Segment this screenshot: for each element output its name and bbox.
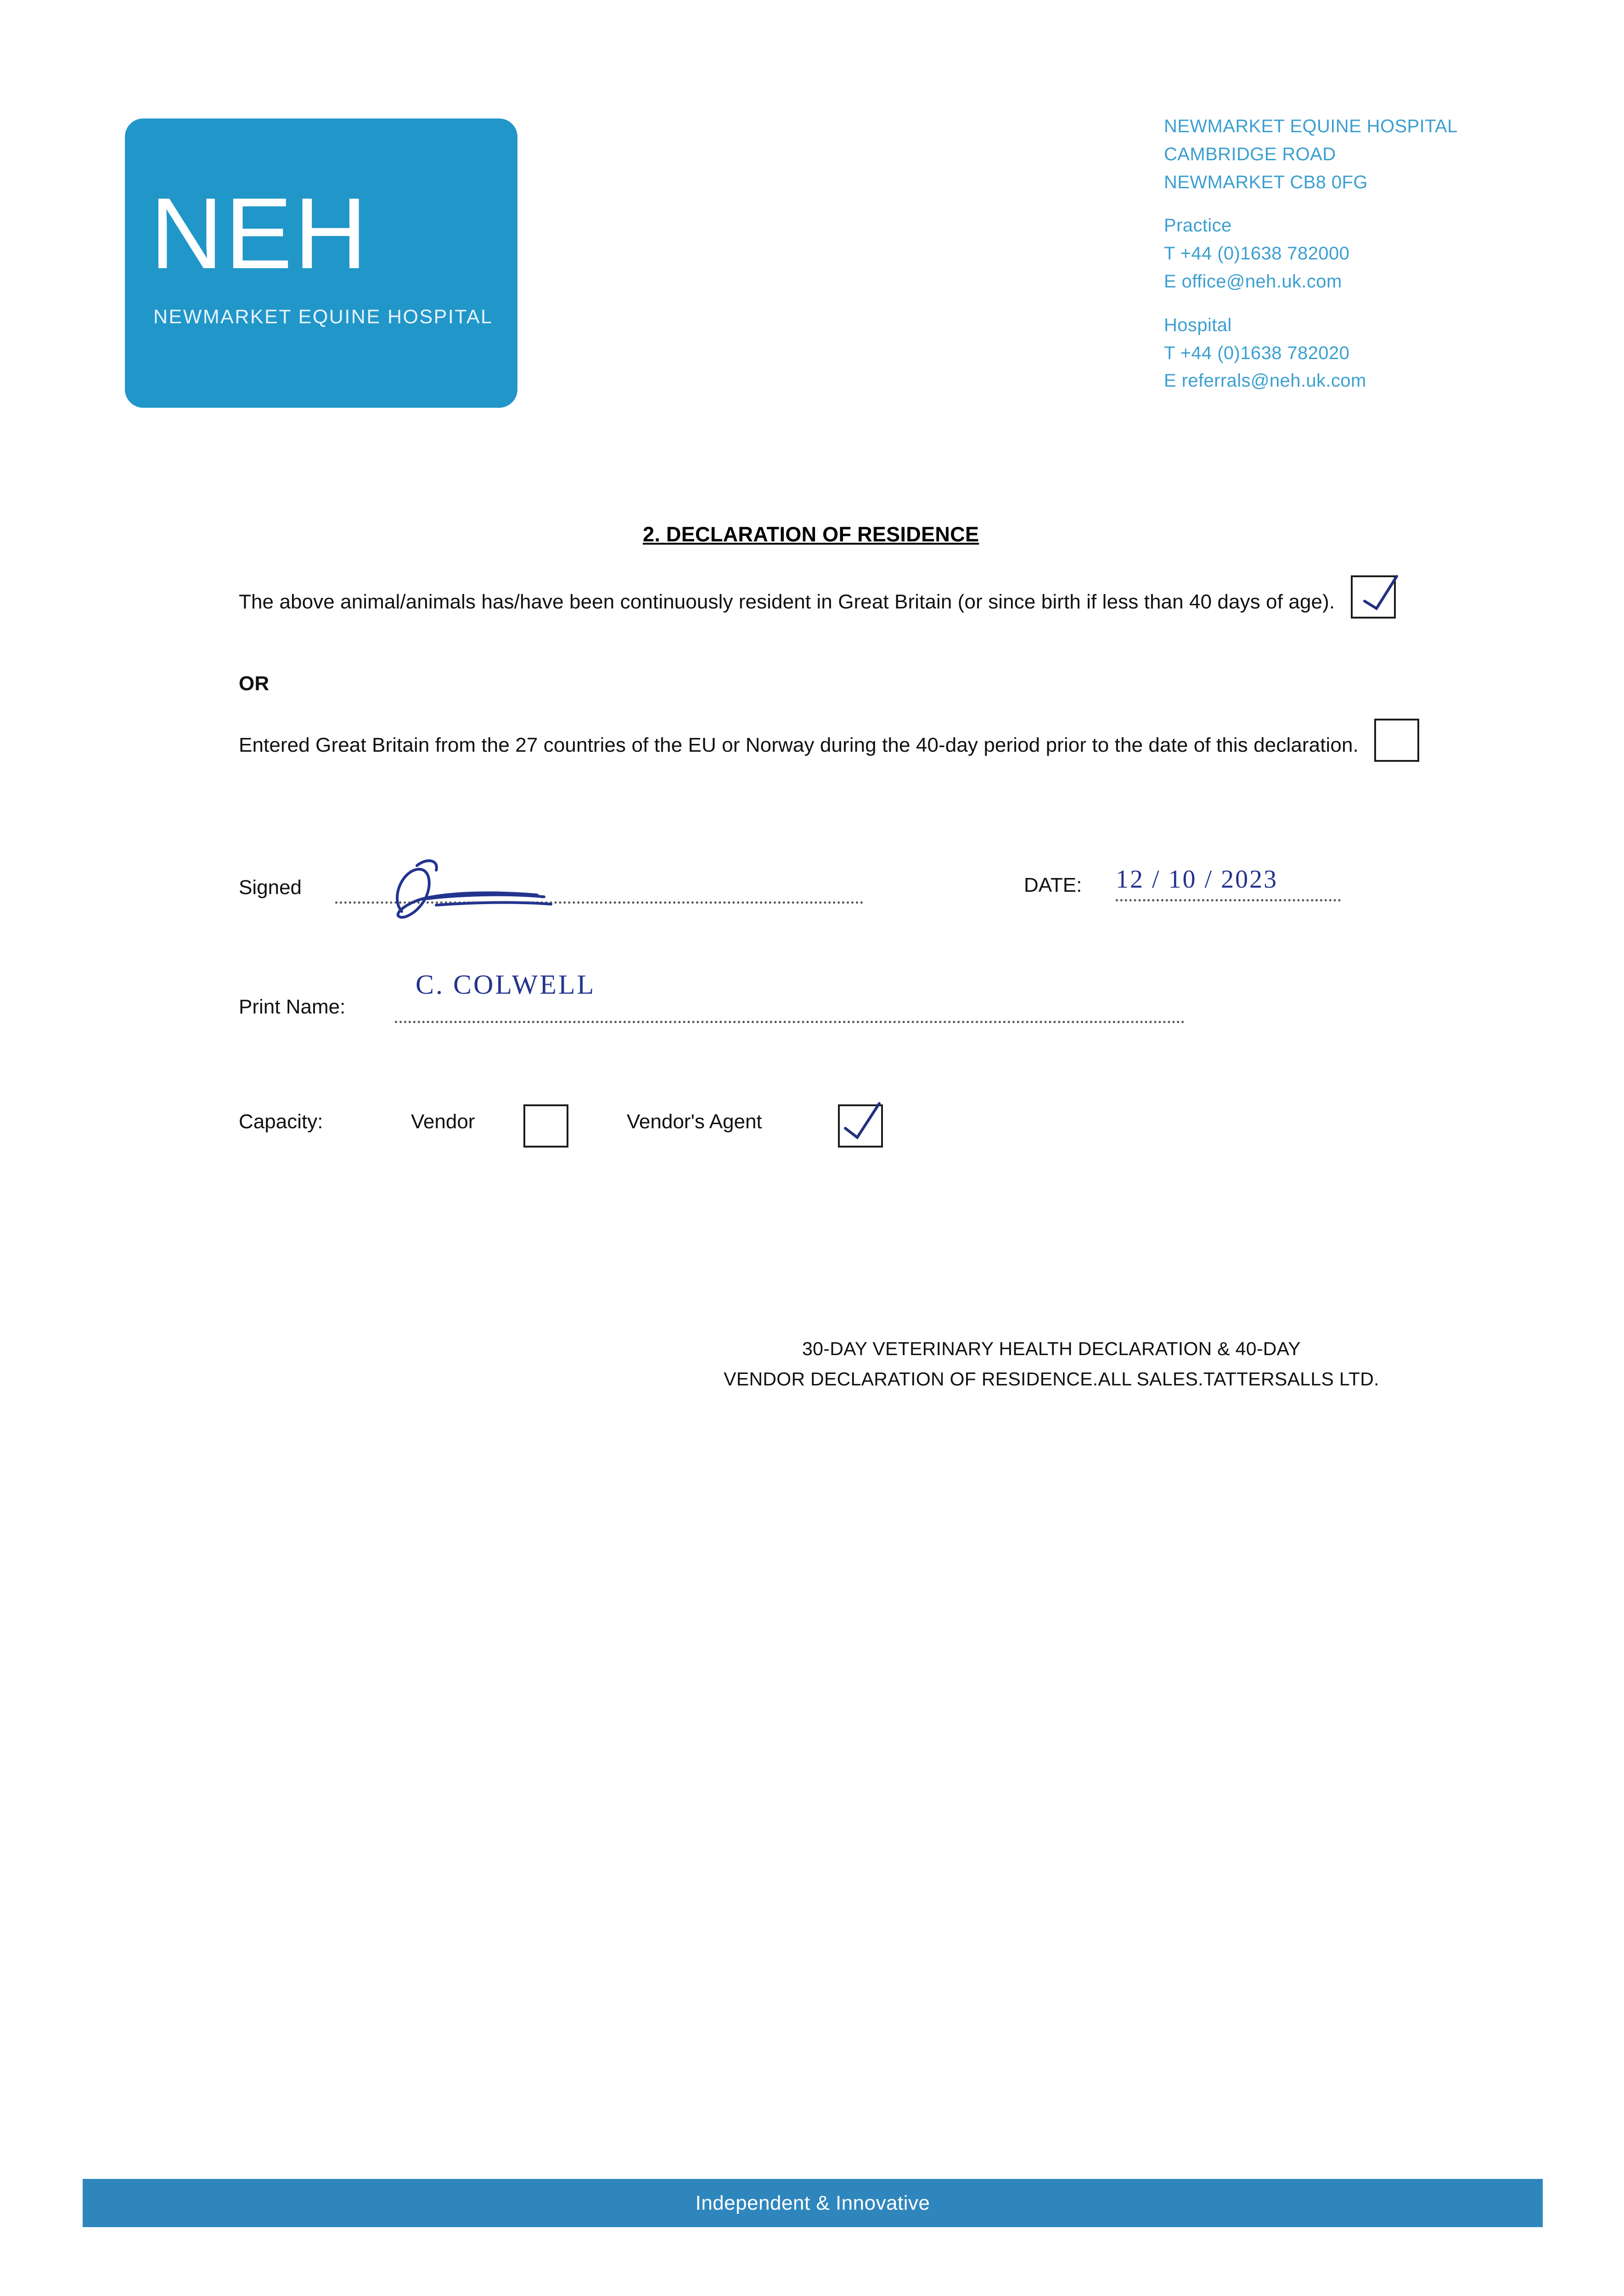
statement-1-checkbox[interactable] [1351,575,1396,619]
vendor-label: Vendor [411,1110,475,1133]
address-line-2: CAMBRIDGE ROAD [1164,144,1336,164]
hospital-phone: T +44 (0)1638 782020 [1164,343,1350,363]
practice-label: Practice [1164,215,1232,236]
logo-mark-text: NEH [150,177,369,290]
vendors-agent-label: Vendor's Agent [627,1110,762,1133]
logo-subtitle: NEWMARKET EQUINE HOSPITAL [153,306,493,328]
page-footer-bar [83,2179,1543,2227]
clinic-contact-block [1164,113,1458,395]
statement-1-text: The above animal/animals has/have been continuously resident in Great Britain (or since birth if less than 40 days of age). [239,591,1335,613]
date-value: 12 / 10 / 2023 [1116,865,1278,894]
date-line[interactable] [1116,899,1341,901]
or-separator: OR [239,672,270,695]
practice-contact [1164,212,1458,295]
date-label: DATE: [1024,874,1082,896]
print-name-value: C. COLWELL [416,969,596,1000]
signature-mark [358,847,670,934]
practice-email: E office@neh.uk.com [1164,271,1342,292]
tick-mark-icon [1356,573,1402,619]
hospital-contact [1164,311,1458,395]
statement-2 [239,719,1442,762]
vendor-checkbox[interactable] [523,1104,568,1148]
practice-phone: T +44 (0)1638 782000 [1164,243,1350,264]
capacity-label: Capacity: [239,1110,323,1133]
hospital-email: E referrals@neh.uk.com [1164,371,1366,391]
signed-label: Signed [239,876,302,899]
statement-2-checkbox[interactable] [1374,719,1419,762]
neh-logo [125,118,517,408]
tick-mark-icon [838,1101,884,1147]
print-name-label: Print Name: [239,996,346,1018]
footer-note-line-2: VENDOR DECLARATION OF RESIDENCE.ALL SALES.TATTERSALLS LTD. [724,1368,1379,1390]
document-footer-note [693,1334,1410,1394]
footer-note-line-1: 30-DAY VETERINARY HEALTH DECLARATION & 40-DAY [802,1338,1301,1359]
vendors-agent-checkbox[interactable] [838,1104,883,1148]
print-name-line[interactable] [395,1021,1185,1023]
address-line-1: NEWMARKET EQUINE HOSPITAL [1164,116,1458,136]
footer-tagline: Independent & Innovative [695,2192,930,2214]
clinic-address [1164,113,1458,196]
statement-2-text: Entered Great Britain from the 27 countries of the EU or Norway during the 40-day period prior to the date of this declaration. [239,734,1359,756]
statement-1 [239,575,1442,619]
section-title: 2. DECLARATION OF RESIDENCE [643,523,979,546]
hospital-label: Hospital [1164,315,1232,335]
address-line-3: NEWMARKET CB8 0FG [1164,172,1368,192]
